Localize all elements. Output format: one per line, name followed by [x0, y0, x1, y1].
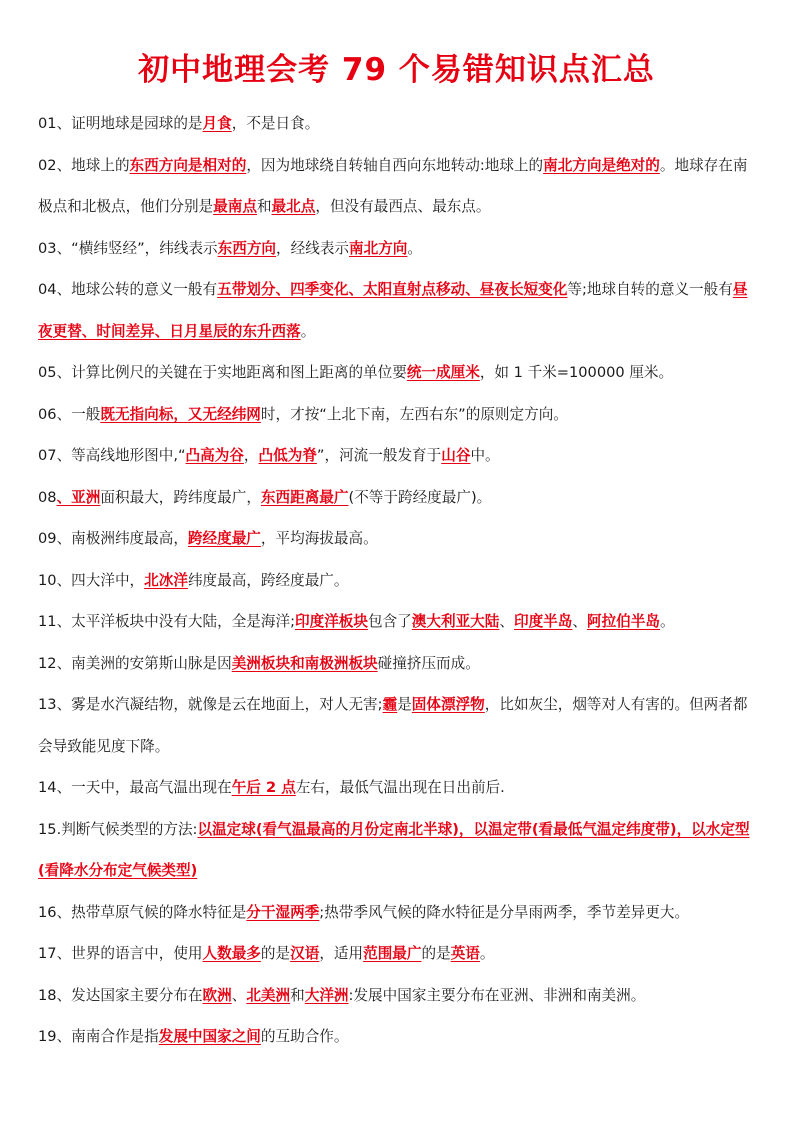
point-text: ;热带季风气候的降水特征是分旱雨两季，季节差异更大。	[319, 903, 690, 921]
point-text: 。地球存在南极点和北极点，他们分别是	[38, 156, 748, 215]
knowledge-point	[38, 767, 760, 809]
highlighted-keyword: 英语	[450, 945, 480, 962]
highlighted-keyword: 跨经度最广	[187, 530, 261, 547]
highlighted-keyword: 东西距离最广	[260, 488, 349, 506]
highlighted-keyword: 阿拉伯半岛	[586, 613, 660, 630]
highlighted-keyword: 印度洋板块	[295, 613, 368, 630]
highlighted-keyword: 既无指向标，又无经纬网	[100, 405, 261, 423]
point-text: ，适用	[319, 945, 364, 962]
highlighted-keyword: 北美洲	[246, 986, 291, 1004]
knowledge-point	[38, 892, 760, 934]
highlighted-keyword: 以温定球(看气温最高的月份定南北半球)，以温定带(看最低气温定纬度带)，以水定型(看降水分布定气候类型)	[38, 820, 750, 879]
point-text: 09、南极洲纬度最高，	[38, 530, 188, 547]
point-text: 纬度最高，跨经度最广。	[187, 571, 349, 589]
point-text: 04、地球公转的意义一般有	[38, 281, 218, 298]
point-text: (不等于跨经度最广)。	[348, 488, 492, 506]
point-text: 05、计算比例尺的关键在于实地距离和图上距离的单位要	[38, 364, 407, 381]
point-text: 。	[300, 322, 316, 340]
highlighted-keyword: 南北方向	[349, 239, 408, 257]
point-text: 。	[479, 945, 495, 962]
knowledge-point	[38, 560, 760, 602]
knowledge-point	[38, 684, 760, 767]
point-text: 的互助合作。	[260, 1028, 349, 1045]
highlighted-keyword: 山谷	[441, 447, 471, 464]
point-text: ，但没有最西点、最东点。	[315, 198, 491, 215]
knowledge-point	[38, 394, 760, 436]
knowledge-point	[38, 145, 760, 228]
point-text: 19、南南合作是指	[38, 1028, 159, 1045]
knowledge-point	[38, 809, 760, 892]
point-text: 的是	[260, 945, 291, 962]
point-text: ，不是日食。	[231, 115, 320, 132]
highlighted-keyword: 南北方向是绝对的	[543, 156, 660, 174]
knowledge-point	[38, 643, 760, 685]
point-text: ，	[243, 447, 259, 464]
highlighted-keyword: 固体漂浮物	[411, 696, 485, 713]
point-text: ，比如灰尘，烟等对人有害的。但两者都会导致能见度下降。	[38, 696, 748, 755]
point-text: 的是	[421, 945, 451, 962]
point-text: 08	[38, 488, 57, 506]
point-text: 等;地球自转的意义一般有	[567, 281, 733, 298]
highlighted-keyword: 东西方向是相对的	[129, 156, 247, 174]
highlighted-keyword: 大洋洲	[304, 986, 349, 1004]
knowledge-point	[38, 269, 760, 352]
highlighted-keyword: 发展中国家之间	[158, 1028, 261, 1045]
point-text: 10、四大洋中，	[38, 571, 145, 589]
highlighted-keyword: 霾	[382, 696, 398, 713]
highlighted-keyword: 月食	[202, 115, 232, 132]
point-text: 碰撞挤压而成。	[377, 654, 480, 672]
point-text: 。	[659, 613, 675, 630]
point-text: 12、南美洲的安第斯山脉是因	[38, 654, 232, 672]
highlighted-keyword: 分干湿两季	[246, 903, 320, 921]
point-text: 17、世界的语言中，使用	[38, 945, 203, 962]
point-text: 16、热带草原气候的降水特征是	[38, 903, 247, 921]
highlighted-keyword: 统一成厘米	[406, 364, 480, 381]
knowledge-point	[38, 1016, 760, 1058]
point-text: ”，河流一般发育于	[316, 447, 442, 464]
highlighted-keyword: 范围最广	[363, 945, 422, 962]
highlighted-keyword: 、亚洲	[56, 488, 101, 506]
point-text: 是	[397, 696, 412, 713]
point-text: :发展中国家主要分布在亚洲、非洲和南美洲。	[348, 986, 646, 1004]
highlighted-keyword: 北冰洋	[144, 571, 188, 589]
point-text: 包含了	[367, 613, 412, 630]
knowledge-point	[38, 477, 760, 519]
knowledge-point	[38, 435, 760, 477]
highlighted-keyword: 昼夜更替、时间差异、日月星辰的东升西落	[38, 281, 748, 340]
knowledge-point	[38, 975, 760, 1017]
point-text: 时，才按“上北下南，左西右东”的原则定方向。	[260, 405, 568, 423]
point-text: 02、地球上的	[38, 156, 130, 174]
point-text: 07、等高线地形图中,“	[38, 447, 186, 464]
knowledge-point	[38, 352, 760, 394]
point-text: 、	[231, 986, 247, 1004]
highlighted-keyword: 五带划分、四季变化、太阳直射点移动、昼夜长短变化	[217, 281, 568, 298]
point-text: 中。	[470, 447, 500, 464]
point-text: 。	[407, 239, 423, 257]
highlighted-keyword: 凸高为谷	[185, 447, 244, 464]
point-text: ，因为地球绕自转轴自西向东地转动:地球上的	[246, 156, 544, 174]
knowledge-point	[38, 103, 760, 145]
highlighted-keyword: 最北点	[271, 198, 316, 215]
knowledge-point	[38, 228, 760, 270]
point-text: 01、证明地球是园球的是	[38, 115, 203, 132]
highlighted-keyword: 东西方向	[217, 239, 277, 257]
point-text: 06、一般	[38, 405, 101, 423]
highlighted-keyword: 汉语	[290, 945, 320, 962]
point-text: ，经线表示	[276, 239, 350, 257]
point-text: 、	[499, 613, 514, 630]
highlighted-keyword: 澳大利亚大陆	[411, 613, 500, 630]
point-text: 14、一天中，最高气温出现在	[38, 779, 232, 796]
highlighted-keyword: 欧洲	[202, 986, 232, 1004]
point-text: 左右，最低气温出现在日出前后.	[295, 779, 505, 796]
point-text: 和	[256, 198, 272, 215]
point-text: 面积最大，跨纬度最广，	[100, 488, 261, 506]
point-text: 03、“横纬竖经”，纬线表示	[38, 239, 218, 257]
highlighted-keyword: 印度半岛	[513, 613, 573, 630]
highlighted-keyword: 凸低为脊	[258, 447, 317, 464]
point-text: 13、雾是水汽凝结物，就像是云在地面上，对人无害;	[38, 696, 383, 713]
knowledge-point-list	[38, 103, 760, 1058]
highlighted-keyword: 人数最多	[202, 945, 261, 962]
page-title: 初中地理会考 79 个易错知识点汇总	[138, 52, 655, 88]
point-text: ，如 1 千米=100000 厘米。	[479, 364, 674, 381]
point-text: 15.判断气候类型的方法:	[38, 820, 198, 838]
point-text: 、	[572, 613, 587, 630]
point-text: ，平均海拔最高。	[260, 530, 378, 547]
point-text: 11、太平洋板块中没有大陆，全是海洋;	[38, 613, 295, 630]
point-text: 和	[290, 986, 305, 1004]
point-text: 18、发达国家主要分布在	[38, 986, 203, 1004]
knowledge-point	[38, 518, 760, 560]
knowledge-point	[38, 601, 760, 643]
highlighted-keyword: 午后 2 点	[231, 779, 296, 796]
highlighted-keyword: 最南点	[213, 198, 257, 215]
highlighted-keyword: 美洲板块和南极洲板块	[231, 654, 378, 672]
knowledge-point	[38, 933, 760, 975]
